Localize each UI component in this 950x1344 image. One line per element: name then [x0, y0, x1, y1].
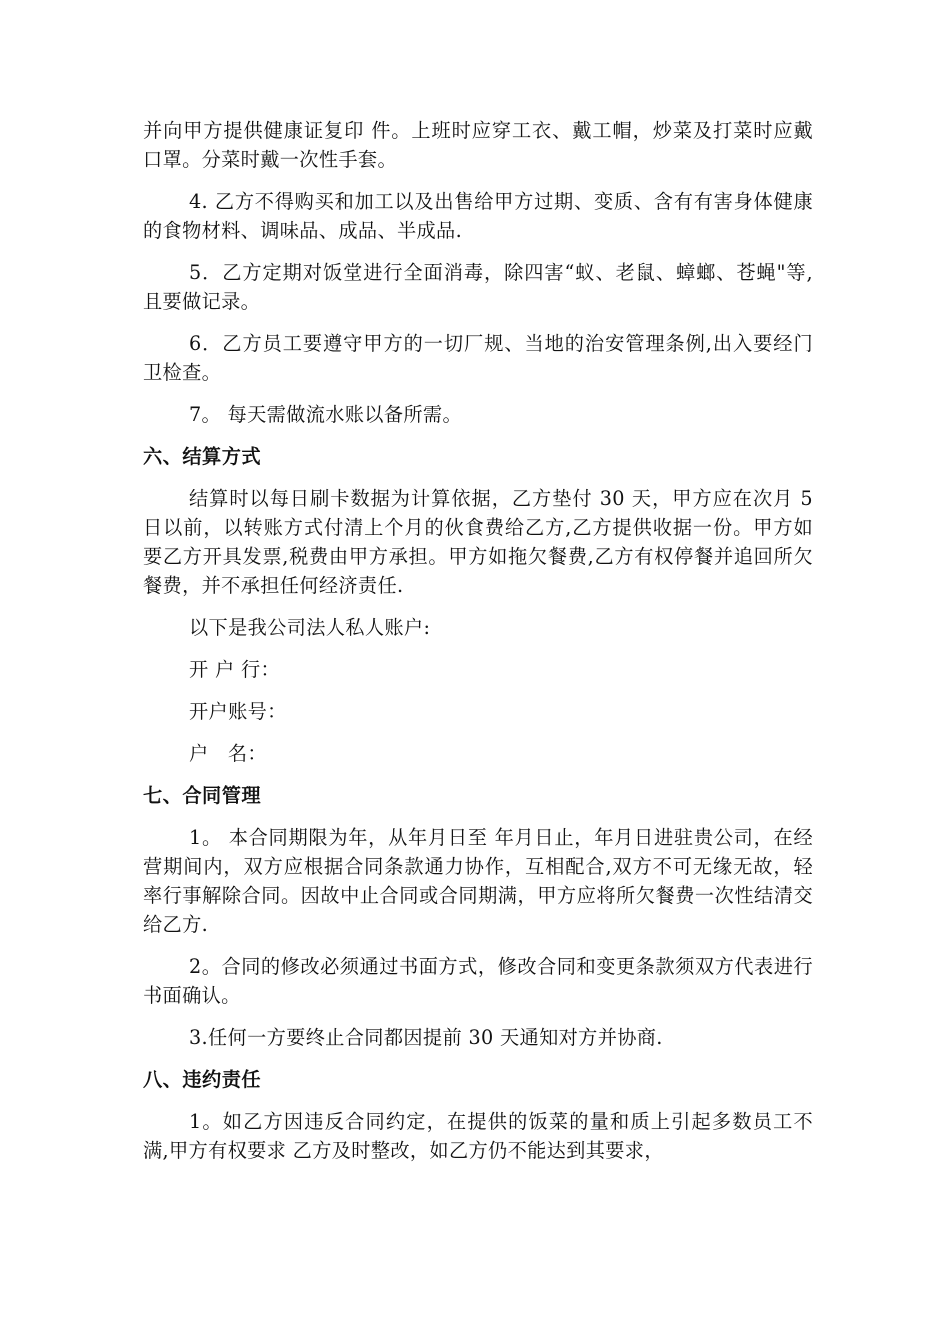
section7-item-2: 2。合同的修改必须通过书面方式，修改合同和变更条款须双方代表进行书面确认。 — [143, 955, 813, 1007]
section5-item-7: 7。 每天需做流水账以备所需。 — [189, 403, 462, 426]
section6-heading: 六、结算方式 — [143, 445, 262, 468]
account-number-label: 开户账号： — [189, 700, 287, 723]
section8-item-1: 1。如乙方因违反合同约定，在提供的饭菜的量和质上引起多数员工不满,甲方有权要求 乙方及时整改，如乙方仍不能达到其要求， — [143, 1110, 813, 1162]
section7-item-3: 3.任何一方要终止合同都因提前 30 天通知对方并协商. — [189, 1026, 663, 1049]
section6-settlement-paragraph: 结算时以每日刷卡数据为计算依据，乙方垫付 30 天，甲方应在次月 5 日以前，以转账方式付清上个月的伙食费给乙方,乙方提供收据一份。甲方如要乙方开具发票,税费由甲方承担。甲方如拖欠餐费,乙方有权停餐并追回所欠餐费，并不承担任何经济责任. — [143, 487, 813, 597]
section7-heading: 七、合同管理 — [143, 784, 262, 807]
section5-item-6: 6．乙方员工要遵守甲方的一切厂规、当地的治安管理条例,出入要经门卫检查。 — [143, 332, 813, 384]
document-body — [143, 116, 813, 1178]
section7-item-1: 1。 本合同期限为年，从年月日至 年月日止，年月日进驻贵公司，在经营期间内，双方应根据合同条款通力协作，互相配合,双方不可无缘无故，轻率行事解除合同。因故中止合同或合同期满，甲方应将所欠餐费一次性结清交给乙方. — [143, 826, 813, 936]
bank-label: 开 户 行： — [189, 658, 281, 681]
section5-item-4: 4. 乙方不得购买和加工以及出售给甲方过期、变质、含有有害身体健康的食物材料、调味品、成品、半成品. — [143, 190, 813, 242]
section5-continued-paragraph: 并向甲方提供健康证复印 件。上班时应穿工衣、戴工帽，炒菜及打菜时应戴口罩。分菜时戴一次性手套。 — [143, 119, 813, 171]
section6-account-intro: 以下是我公司法人私人账户: — [189, 616, 431, 639]
section5-item-5: 5．乙方定期对饭堂进行全面消毒，除四害“蚁、老鼠、蟑螂、苍蝇"等,且要做记录。 — [143, 261, 813, 313]
section8-heading: 八、违约责任 — [143, 1068, 262, 1091]
account-name-label: 户 名： — [189, 742, 267, 765]
